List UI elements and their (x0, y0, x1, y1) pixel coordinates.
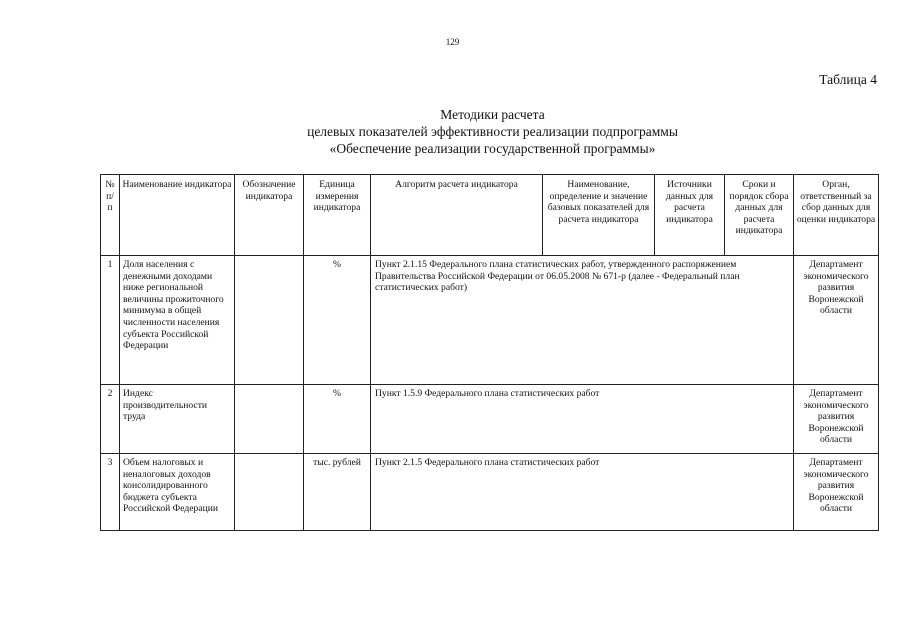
row-org: Департамент экономического развития Воронежской области (794, 256, 879, 385)
row-unit: % (304, 385, 371, 454)
row-designation (235, 454, 304, 531)
row-name: Доля населения с денежными доходами ниже региональной величины прожиточного минимума в общей численности населения субъекта Российской Федерации (120, 256, 235, 385)
document-title (0, 106, 905, 157)
row-num: 1 (101, 256, 120, 385)
indicators-table (100, 174, 879, 531)
table-header-row (101, 175, 879, 256)
table-label: Таблица 4 (819, 72, 877, 87)
row-unit: тыс. рублей (304, 454, 371, 531)
row-designation (235, 385, 304, 454)
row-method: Пункт 2.1.5 Федерального плана статистических работ (371, 454, 794, 531)
row-method: Пункт 1.5.9 Федерального плана статистических работ (371, 385, 794, 454)
header-unit: Единица измерения индикатора (304, 175, 371, 256)
header-timing: Сроки и порядок сбора данных для расчета индикатора (725, 175, 794, 256)
row-method: Пункт 2.1.15 Федерального плана статистических работ, утвержденного распоряжением Правительства Российской Федерации от 06.05.2008 № 671-р (далее - Федеральный план статистических работ) (371, 256, 794, 385)
header-designation: Обозначение индикатора (235, 175, 304, 256)
header-num: № п/ п (101, 175, 120, 256)
header-base: Наименование, определение и значение базовых показателей для расчета индикатора (543, 175, 655, 256)
header-sources: Источники данных для расчета индикатора (655, 175, 725, 256)
row-org: Департамент экономического развития Воронежской области (794, 454, 879, 531)
title-line-2: целевых показателей эффективности реализации подпрограммы (307, 124, 678, 139)
title-line-3: «Обеспечение реализации государственной программы» (329, 141, 656, 156)
header-algorithm: Алгоритм расчета индикатора (371, 175, 543, 256)
row-num: 2 (101, 385, 120, 454)
row-designation (235, 256, 304, 385)
table-row (101, 385, 879, 454)
row-name: Объем налоговых и неналоговых доходов консолидированного бюджета субъекта Российской Федерации (120, 454, 235, 531)
row-num: 3 (101, 454, 120, 531)
header-name: Наименование индикатора (120, 175, 235, 256)
row-name: Индекс производительности труда (120, 385, 235, 454)
table-row (101, 454, 879, 531)
row-org: Департамент экономического развития Воронежской области (794, 385, 879, 454)
page-number: 129 (445, 37, 460, 47)
table-row (101, 256, 879, 385)
row-unit: % (304, 256, 371, 385)
header-org: Орган, ответственный за сбор данных для оценки индикатора (794, 175, 879, 256)
title-line-1: Методики расчета (440, 107, 545, 122)
